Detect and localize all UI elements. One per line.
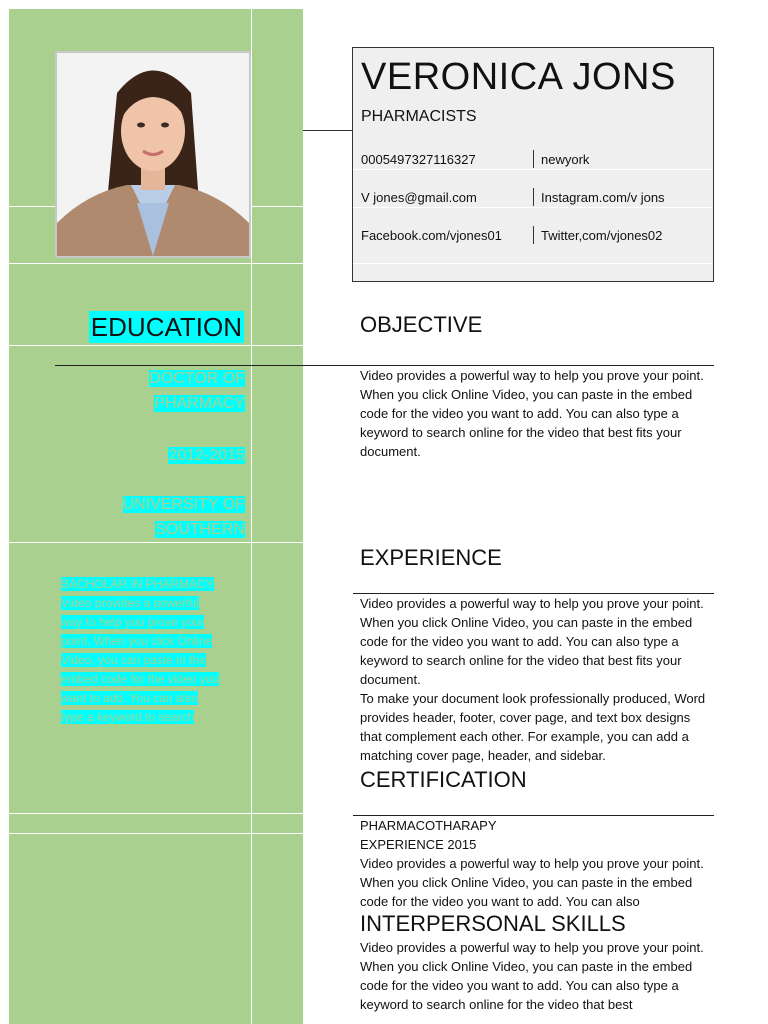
interpersonal-text: Video provides a powerful way to help you prove your point. When you click Online Video, you can paste in the embed code for the video you want to add. You can also type a keyword to search online for the video that best [360,940,704,1012]
interpersonal-heading: INTERPERSONAL SKILLS [360,911,626,936]
certification-text [360,816,712,910]
profile-photo [55,51,251,258]
certification-heading: CERTIFICATION [360,767,527,792]
bachelor-line: Video provides a powerful [61,596,199,610]
bachelor-line: Video, you can paste in the [61,653,206,667]
years-text: 2012-2015 [168,447,245,464]
phone-number: 0005497327116327 [361,152,476,167]
profile-photo-image [57,53,249,256]
education-school [123,492,245,542]
contact-row [353,182,713,220]
contact-row [353,220,713,258]
gridline [9,345,303,346]
experience-paragraph: Video provides a powerful way to help you prove your point. When you click Online Video, you can paste in the embed code for the video you want to add. You can also type a keyword to search online for the video that best fits your document. [360,596,704,687]
row-divider [353,169,713,170]
education-degree [149,366,245,416]
gridline [251,9,252,1024]
facebook-link: Facebook.com/vjones01 [361,228,502,243]
contact-separator [533,188,534,206]
education-heading: EDUCATION [90,312,242,342]
certification-name: PHARMACOTHARAPY [360,818,497,833]
objective-text: Video provides a powerful way to help you prove your point. When you click Online Video, you can paste in the embed code for the video you want to add. You can also type a keyword to search online for the video that best fits your document. [360,368,704,459]
twitter-link: Twitter,com/vjones02 [541,228,663,243]
gridline [9,813,303,814]
bachelor-block [61,575,245,727]
gridline [9,833,303,834]
degree-line: DOCTOR OF [149,370,245,387]
row-divider [353,263,713,264]
experience-heading: EXPERIENCE [360,545,502,570]
instagram-link: Instagram.com/v jons [541,190,665,205]
connector-line [303,130,353,131]
school-line: UNIVERSITY OF [122,496,245,513]
degree-line: PHARMACY [154,395,245,412]
school-line: SOUTHERN [155,521,245,538]
email-address: V jones@gmail.com [361,190,477,205]
contact-row [353,144,713,182]
applicant-role: PHARMACISTS [361,108,477,125]
bachelor-line: BACHOLAR IN PHARMACY [61,577,214,591]
bachelor-line: type a keyword to search [61,710,195,724]
education-years [168,443,245,468]
experience-text [360,594,712,765]
objective-heading: OBJECTIVE [360,312,483,337]
bachelor-line: embed code for the video you [61,672,220,686]
location: newyork [541,152,590,167]
gridline [9,263,303,264]
bachelor-line: way to help you prove your [61,615,205,629]
applicant-name: VERONICA JONS [361,56,676,98]
contact-separator [533,150,534,168]
experience-paragraph: To make your document look professionally produced, Word provides header, footer, cover page, and text box designs that complement each other. For example, you can add a matching cover page, header, and sidebar. [360,691,706,763]
gridline [9,542,303,543]
header-box [352,47,714,282]
bachelor-line: point. When you click Online [61,634,213,648]
certification-paragraph: Video provides a powerful way to help you prove your point. When you click Online Video, you can paste in the embed code for the video you want to add. You can also [360,856,704,909]
contact-separator [533,226,534,244]
certification-year: EXPERIENCE 2015 [360,837,477,852]
row-divider [353,207,713,208]
bachelor-line: want to add. You can also [61,691,198,705]
